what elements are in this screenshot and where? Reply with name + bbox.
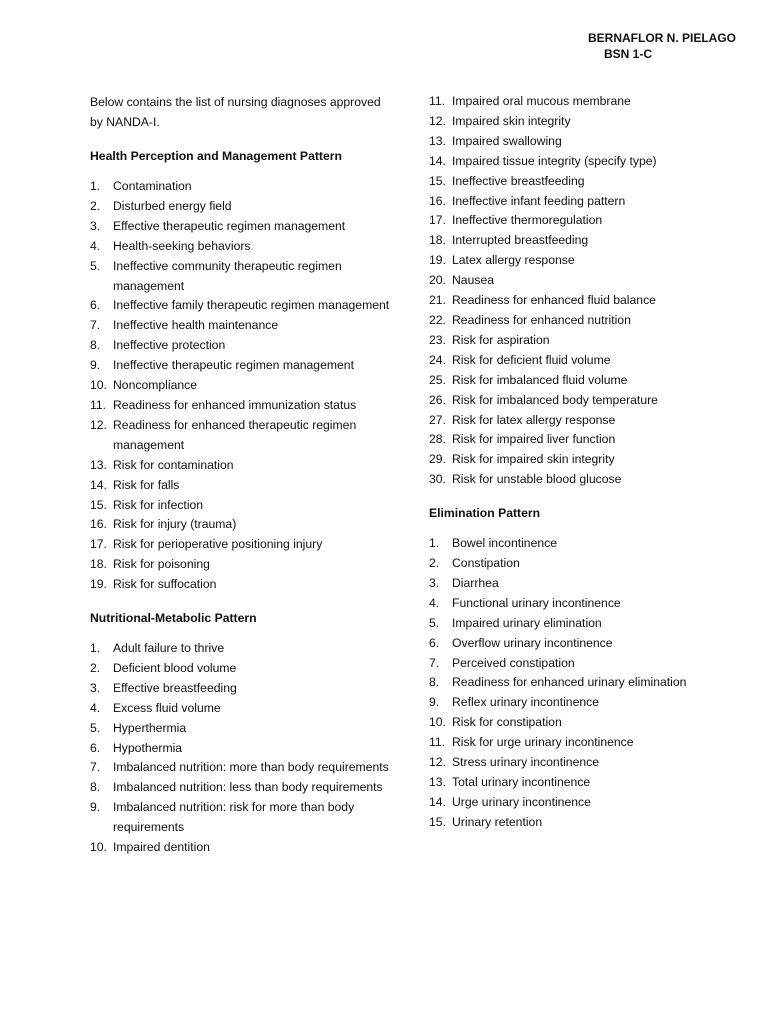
list-item-text: Bowel incontinence (452, 536, 558, 551)
list-item-number: 1. (90, 179, 101, 193)
list-item-text: Readiness for enhanced fluid balance (452, 293, 656, 308)
list-item (90, 257, 390, 297)
list-item (90, 356, 390, 376)
list-item (429, 753, 729, 773)
list-item (90, 555, 390, 575)
list-item-number: 30. (429, 472, 446, 487)
list-item (429, 192, 729, 212)
list-item-number: 16. (90, 517, 107, 532)
list-item (429, 634, 729, 654)
list-health-perception (90, 177, 390, 595)
list-item (90, 778, 390, 798)
list-item (429, 172, 729, 192)
list-item-text: Risk for perioperative positioning injury (113, 537, 323, 552)
list-item-number: 9. (90, 800, 101, 815)
list-item-number: 3. (90, 680, 101, 695)
list-item-number: 11. (429, 735, 446, 750)
list-item (429, 673, 729, 693)
list-item-text: Impaired tissue integrity (specify type) (452, 153, 657, 168)
list-item-text: Impaired skin integrity (452, 113, 571, 128)
list-item-number: 5. (429, 615, 440, 630)
list-item-text: Risk for urge urinary incontinence (452, 735, 634, 750)
list-item (429, 574, 729, 594)
list-item-number: 25. (429, 372, 446, 387)
list-item (429, 693, 729, 713)
list-item (429, 112, 729, 132)
intro-text: Below contains the list of nursing diagnoses approved by NANDA-I. (90, 95, 381, 129)
list-item-text: Urinary retention (452, 814, 543, 829)
list-item-number: 7. (429, 655, 440, 670)
list-item-text: Urge urinary incontinence (452, 794, 591, 809)
list-item-text: Risk for aspiration (452, 332, 550, 347)
list-item-number: 14. (90, 477, 107, 492)
list-item-text: Readiness for enhanced nutrition (452, 312, 631, 327)
list-item (429, 92, 729, 112)
list-item-number: 6. (429, 635, 440, 650)
list-elimination (429, 534, 729, 833)
list-item-number: 12. (429, 113, 446, 128)
list-item (90, 476, 390, 496)
list-item-text: Noncompliance (113, 378, 198, 393)
list-item (429, 251, 729, 271)
list-item (429, 391, 729, 411)
list-item (90, 719, 390, 739)
list-item-text: Risk for contamination (113, 457, 234, 472)
list-item-number: 3. (429, 575, 440, 590)
list-item (429, 594, 729, 614)
list-item (90, 177, 390, 197)
list-item-number: 15. (429, 173, 446, 188)
list-item-number: 21. (429, 293, 446, 308)
list-item-number: 4. (429, 595, 440, 610)
list-item-text: Risk for poisoning (113, 557, 210, 572)
list-item (429, 430, 729, 450)
list-item (90, 376, 390, 396)
list-item-number: 10. (90, 840, 107, 855)
list-item-number: 13. (429, 775, 446, 789)
list-item (429, 271, 729, 291)
list-item-number: 8. (429, 675, 440, 690)
list-item-text: Risk for injury (trauma) (113, 517, 237, 532)
list-item-text: Readiness for enhanced therapeutic regimen management (113, 417, 357, 452)
list-item-text: Ineffective thermoregulation (452, 213, 603, 228)
list-item-number: 13. (90, 457, 107, 472)
list-item-text: Ineffective health maintenance (113, 318, 279, 333)
list-item-number: 9. (90, 358, 101, 373)
list-item (90, 456, 390, 476)
list-item-number: 9. (429, 695, 440, 710)
list-item-text: Risk for imbalanced fluid volume (452, 372, 628, 387)
right-column (429, 92, 729, 833)
list-item-text: Risk for imbalanced body temperature (452, 392, 658, 407)
list-item-number: 12. (90, 417, 107, 432)
list-item-number: 18. (90, 557, 107, 572)
list-item-number: 11. (90, 397, 107, 412)
list-item-text: Ineffective breastfeeding (452, 173, 585, 188)
list-item-text: Diarrhea (452, 575, 499, 590)
list-item (429, 813, 729, 833)
list-item-text: Nausea (452, 273, 495, 288)
list-item-text: Effective therapeutic regimen management (113, 218, 346, 233)
list-item-text: Stress urinary incontinence (452, 755, 599, 770)
list-item-text: Ineffective family therapeutic regimen management (113, 298, 390, 313)
list-item-number: 26. (429, 392, 446, 407)
list-item-number: 2. (429, 556, 440, 571)
list-item (90, 699, 390, 719)
list-item-number: 10. (90, 378, 107, 393)
list-item (90, 217, 390, 237)
list-item (429, 654, 729, 674)
list-item-text: Health-seeking behaviors (113, 238, 251, 253)
list-item-number: 8. (90, 338, 101, 353)
list-item-number: 19. (90, 577, 107, 592)
list-item-text: Constipation (452, 556, 520, 571)
list-item-number: 6. (90, 740, 101, 755)
list-item-number: 17. (429, 213, 446, 228)
list-item-number: 13. (429, 133, 446, 148)
list-item-text: Risk for infection (113, 497, 204, 512)
list-item-text: Contamination (113, 179, 192, 193)
list-item-text: Perceived constipation (452, 655, 575, 670)
list-item-text: Imbalanced nutrition: less than body requirements (113, 780, 383, 795)
list-item-number: 5. (90, 258, 101, 273)
list-item-text: Ineffective therapeutic regimen management (113, 358, 354, 373)
list-item-text: Risk for constipation (452, 715, 562, 730)
author-name: BERNAFLOR N. PIELAGO (588, 31, 737, 45)
list-item-text: Imbalanced nutrition: more than body requirements (113, 760, 389, 775)
list-item-text: Impaired oral mucous membrane (452, 94, 631, 108)
list-item-number: 5. (90, 720, 101, 735)
list-item-text: Impaired dentition (113, 840, 210, 855)
list-item (90, 535, 390, 555)
list-item (429, 331, 729, 351)
list-item (90, 197, 390, 217)
list-item-number: 11. (429, 94, 446, 108)
list-item-text: Risk for unstable blood glucose (452, 472, 622, 487)
list-item (90, 659, 390, 679)
list-item (429, 534, 729, 554)
list-item-number: 2. (90, 660, 101, 675)
list-item-text: Excess fluid volume (113, 700, 221, 715)
list-item-text: Effective breastfeeding (113, 680, 237, 695)
list-item-number: 1. (90, 641, 101, 656)
list-item (90, 758, 390, 778)
list-item-text: Risk for deficient fluid volume (452, 352, 611, 367)
list-item-text: Hypothermia (113, 740, 183, 755)
section-title-health-perception: Health Perception and Management Pattern (90, 149, 342, 163)
list-item-text: Readiness for enhanced immunization status (113, 397, 357, 412)
list-item (90, 336, 390, 356)
list-item-number: 10. (429, 715, 446, 730)
list-nutritional-metabolic-continued (429, 92, 729, 490)
list-item (429, 450, 729, 470)
list-item-number: 27. (429, 412, 446, 427)
list-item (429, 231, 729, 251)
section-title-elimination: Elimination Pattern (429, 506, 541, 521)
list-item-number: 28. (429, 432, 446, 447)
list-item-text: Risk for impaired liver function (452, 432, 616, 447)
list-item (90, 416, 390, 456)
list-item-number: 8. (90, 780, 101, 795)
list-item-text: Functional urinary incontinence (452, 595, 621, 610)
list-item-text: Risk for suffocation (113, 577, 217, 592)
list-item (429, 411, 729, 431)
list-item-number: 15. (90, 497, 107, 512)
list-item-text: Risk for latex allergy response (452, 412, 616, 427)
list-item-text: Hyperthermia (113, 720, 187, 735)
list-item (90, 237, 390, 257)
list-item (429, 554, 729, 574)
list-item-number: 3. (90, 218, 101, 233)
section-title-nutritional-metabolic: Nutritional-Metabolic Pattern (90, 611, 257, 626)
list-nutritional-metabolic (90, 639, 390, 858)
author-section: BSN 1-C (604, 47, 653, 61)
list-item (429, 773, 729, 793)
list-item (429, 311, 729, 331)
list-item-text: Readiness for enhanced urinary elimination (452, 675, 687, 690)
list-item (90, 316, 390, 336)
list-item-text: Ineffective community therapeutic regimen management (113, 258, 342, 293)
list-item (429, 132, 729, 152)
list-item (90, 838, 390, 858)
list-item (429, 614, 729, 634)
list-item-text: Ineffective protection (113, 338, 226, 353)
list-item-number: 12. (429, 755, 446, 770)
list-item-number: 6. (90, 298, 101, 313)
list-item (90, 679, 390, 699)
list-item (429, 351, 729, 371)
list-item (90, 639, 390, 659)
list-item-number: 20. (429, 273, 446, 288)
list-item-number: 7. (90, 760, 101, 775)
list-item-number: 18. (429, 233, 446, 248)
list-item (429, 152, 729, 172)
list-item-text: Ineffective infant feeding pattern (452, 193, 626, 208)
list-item-number: 16. (429, 193, 446, 208)
author-header (588, 30, 736, 62)
list-item-text: Risk for impaired skin integrity (452, 452, 615, 467)
list-item (429, 733, 729, 753)
list-item (90, 739, 390, 759)
left-column (90, 92, 390, 858)
list-item-number: 14. (429, 794, 446, 809)
list-item (429, 713, 729, 733)
list-item-number: 15. (429, 814, 446, 829)
list-item-text: Reflex urinary incontinence (452, 695, 600, 710)
list-item-number: 22. (429, 312, 446, 327)
list-item (429, 291, 729, 311)
list-item-number: 7. (90, 318, 101, 333)
list-item-text: Risk for falls (113, 477, 180, 492)
list-item (90, 515, 390, 535)
list-item (90, 575, 390, 595)
list-item-text: Interrupted breastfeeding (452, 233, 589, 248)
list-item (429, 211, 729, 231)
list-item-number: 17. (90, 537, 107, 552)
list-item-text: Impaired swallowing (452, 133, 562, 148)
list-item-text: Deficient blood volume (113, 660, 237, 675)
list-item-text: Total urinary incontinence (452, 775, 591, 789)
list-item-text: Disturbed energy field (113, 198, 232, 213)
list-item-number: 1. (429, 536, 440, 551)
list-item-text: Impaired urinary elimination (452, 615, 602, 630)
list-item-number: 29. (429, 452, 446, 467)
list-item (90, 296, 390, 316)
list-item-text: Imbalanced nutrition: risk for more than body requirements (113, 800, 355, 835)
list-item-number: 4. (90, 238, 101, 253)
list-item-number: 24. (429, 352, 446, 367)
list-item-number: 23. (429, 332, 446, 347)
list-item-number: 2. (90, 198, 101, 213)
list-item (429, 793, 729, 813)
list-item (90, 496, 390, 516)
list-item-text: Adult failure to thrive (113, 641, 225, 656)
list-item-text: Latex allergy response (452, 253, 575, 268)
list-item (90, 798, 390, 838)
list-item-number: 19. (429, 253, 446, 268)
list-item-text: Overflow urinary incontinence (452, 635, 613, 650)
list-item (429, 470, 729, 490)
list-item (90, 396, 390, 416)
list-item-number: 14. (429, 153, 446, 168)
list-item-number: 4. (90, 700, 101, 715)
list-item (429, 371, 729, 391)
